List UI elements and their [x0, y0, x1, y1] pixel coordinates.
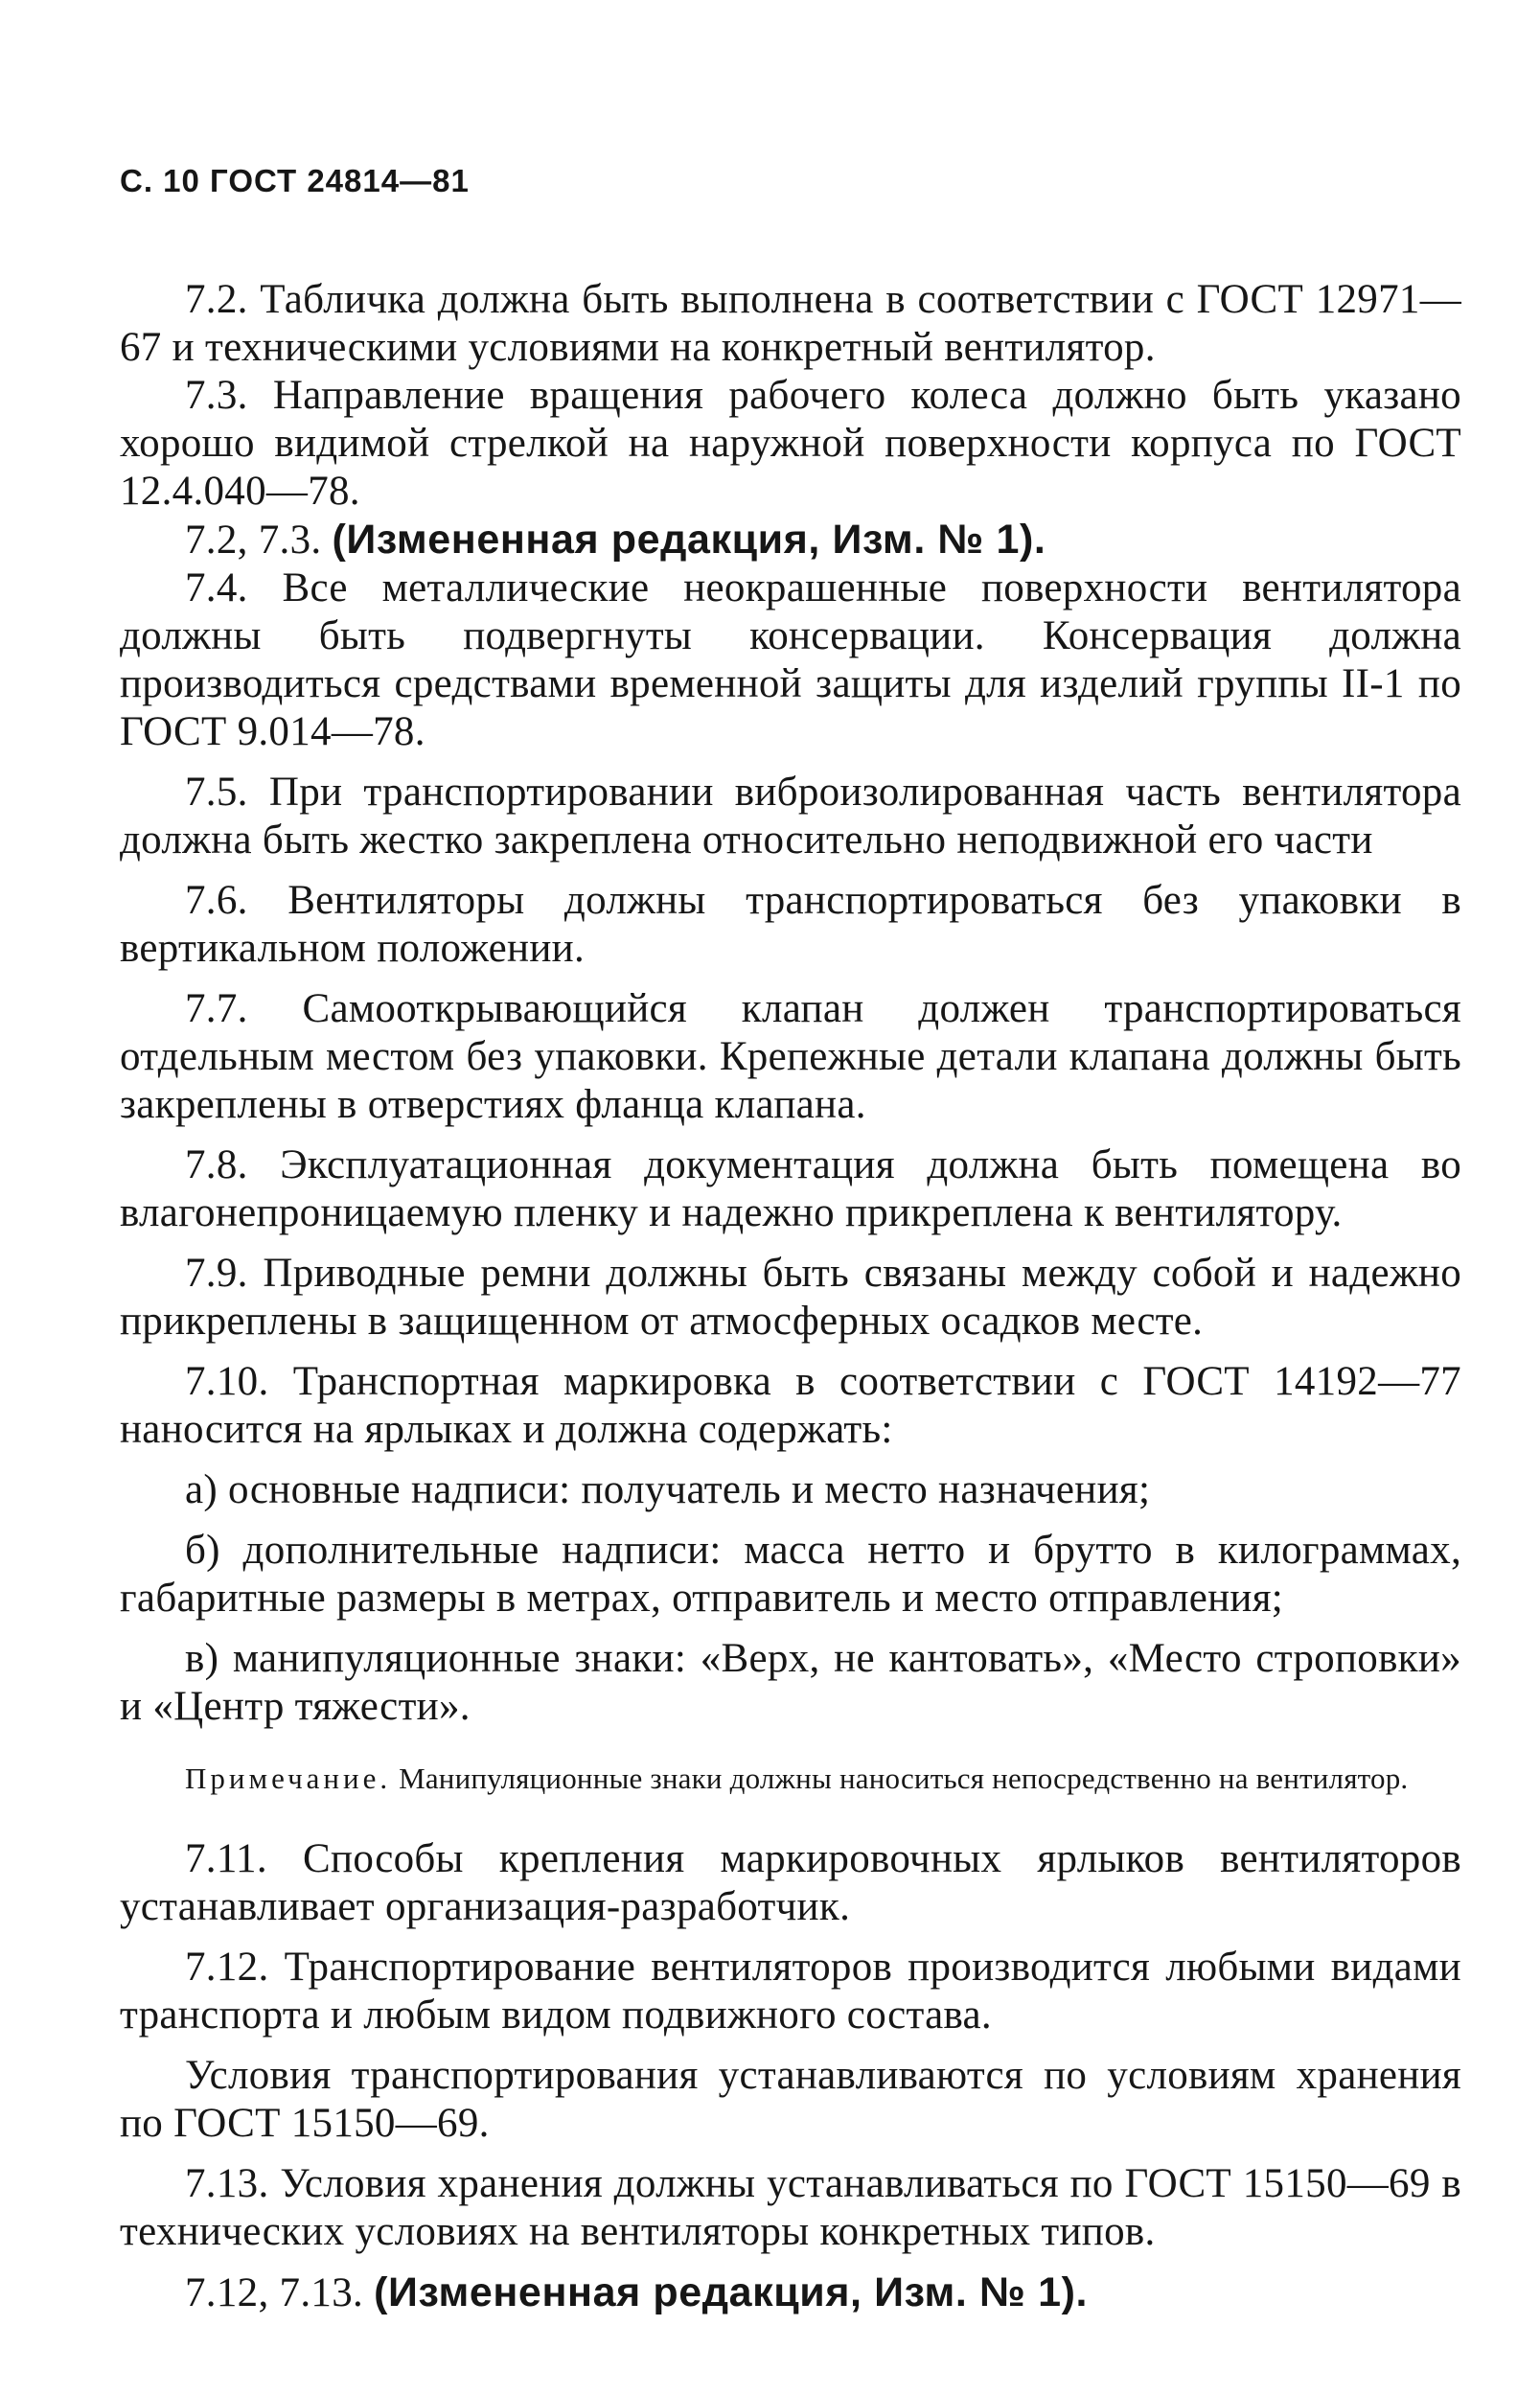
- revision-prefix: 7.12, 7.13.: [185, 2270, 375, 2315]
- paragraph-7-12-conditions: Условия транспортирования устанавливаются по условиям хранения по ГОСТ 15150—69.: [120, 2053, 1461, 2146]
- revision-text: (Измененная редакция, Изм. № 1).: [374, 2269, 1089, 2315]
- revision-note-7-12-7-13: [120, 2268, 1461, 2317]
- paragraph-7-11: 7.11. Способы крепления маркировочных ярлыков вентиляторов устанавливает организация-разработчик.: [120, 1836, 1461, 1929]
- document-page: [120, 163, 1461, 2317]
- revision-note-7-2-7-3: [120, 516, 1461, 564]
- note: [120, 1760, 1461, 1797]
- page-header: С. 10 ГОСТ 24814—81: [120, 163, 470, 198]
- list-item-b: б) дополнительные надписи: масса нетто и брутто в килограммах, габаритные размеры в метрах, отправитель и место отправления;: [120, 1528, 1461, 1621]
- paragraph-7-6: 7.6. Вентиляторы должны транспортироваться без упаковки в вертикальном положении.: [120, 878, 1461, 971]
- paragraph-7-5: 7.5. При транспортировании виброизолированная часть вентилятора должна быть жестко закреплена относительно неподвижной его части: [120, 770, 1461, 863]
- paragraph-7-3: 7.3. Направление вращения рабочего колеса должно быть указано хорошо видимой стрелкой на наружной поверхности корпуса по ГОСТ 12.4.040—78.: [120, 373, 1461, 514]
- paragraph-7-12: 7.12. Транспортирование вентиляторов производится любыми видами транспорта и любым видом подвижного состава.: [120, 1945, 1461, 2038]
- paragraph-7-7: 7.7. Самооткрывающийся клапан должен транспортироваться отдельным местом без упаковки. Крепежные детали клапана должны быть закреплены в отверстиях фланца клапана.: [120, 986, 1461, 1127]
- paragraph-7-13: 7.13. Условия хранения должны устанавливаться по ГОСТ 15150—69 в технических условиях на вентиляторы конкретных типов.: [120, 2161, 1461, 2254]
- paragraph-7-8: 7.8. Эксплуатационная документация должна быть помещена во влагонепроницаемую пленку и надежно прикреплена к вентилятору.: [120, 1142, 1461, 1235]
- note-label: Примечание.: [185, 1762, 392, 1795]
- revision-prefix: 7.2, 7.3.: [185, 518, 333, 563]
- list-item-a: а) основные надписи: получатель и место назначения;: [185, 1467, 1151, 1512]
- paragraph-7-2: 7.2. Табличка должна быть выполнена в соответствии с ГОСТ 12971—67 и техническими условиями на конкретный вентилятор.: [120, 277, 1461, 370]
- list-item-v: в) манипуляционные знаки: «Верх, не кантовать», «Место строповки» и «Центр тяжести».: [120, 1636, 1461, 1729]
- paragraph-7-9: 7.9. Приводные ремни должны быть связаны между собой и надежно прикреплены в защищенном от атмосферных осадков месте.: [120, 1251, 1461, 1344]
- revision-text: (Измененная редакция, Изм. № 1).: [332, 517, 1046, 563]
- note-text: Манипуляционные знаки должны наноситься непосредственно на вентилятор.: [391, 1762, 1409, 1795]
- paragraph-7-4: 7.4. Все металлические неокрашенные поверхности вентилятора должны быть подвергнуты консервации. Консервация должна производиться средствами временной защиты для изделий группы II-1 по ГОСТ 9.014—78.: [120, 565, 1461, 754]
- paragraph-7-10: 7.10. Транспортная маркировка в соответствии с ГОСТ 14192—77 наносится на ярлыках и должна содержать:: [120, 1359, 1461, 1452]
